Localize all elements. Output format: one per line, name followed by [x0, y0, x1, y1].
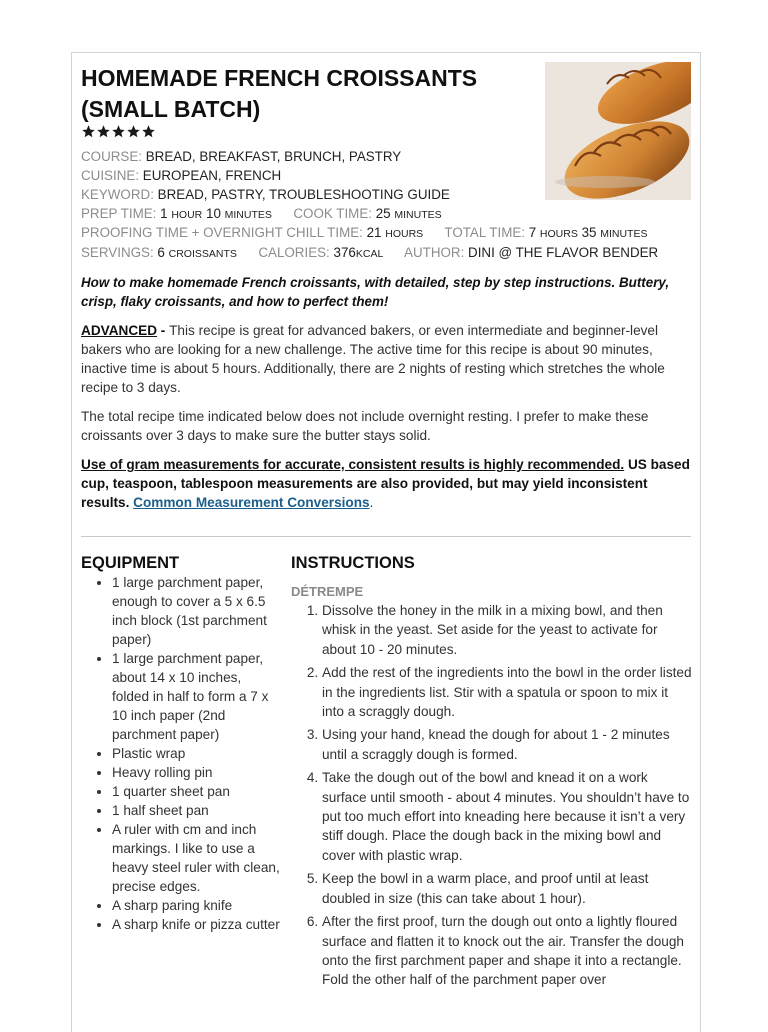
section-divider — [81, 536, 691, 537]
total-hours: 7 — [528, 225, 537, 240]
author-value: DINI @ THE FLAVOR BENDER — [468, 245, 659, 260]
title-line-2: (SMALL BATCH) — [81, 96, 261, 122]
course-value: BREAD, BREAKFAST, BRUNCH, PASTRY — [145, 149, 402, 164]
proof-time-label: PROOFING TIME + OVERNIGHT CHILL TIME: — [81, 225, 363, 240]
total-minutes: 35 — [581, 225, 597, 240]
proof-total-row — [81, 223, 691, 244]
keyword-value: BREAD, PASTRY, TROUBLESHOOTING GUIDE — [157, 187, 450, 202]
advanced-label: ADVANCED — [81, 323, 158, 338]
rating-stars[interactable] — [81, 124, 156, 140]
star-icon[interactable] — [81, 124, 96, 139]
author-label: AUTHOR: — [404, 245, 465, 260]
star-icon[interactable] — [111, 124, 126, 139]
list-item: • A ruler with cm and inch markings. I like to use a heavy steel ruler with clean, precise edges. — [112, 820, 281, 896]
measurement-note-end: . — [369, 495, 374, 510]
instructions-heading: INSTRUCTIONS — [291, 554, 415, 572]
total-minutes-unit: MINUTES — [600, 228, 648, 240]
cuisine-label: CUISINE: — [81, 168, 140, 183]
star-icon[interactable] — [141, 124, 156, 139]
calories-label: CALORIES: — [258, 245, 330, 260]
prep-hours: 1 — [160, 206, 168, 221]
calories-value: 376 — [333, 245, 356, 260]
instructions-list — [291, 601, 693, 994]
measurement-note — [81, 455, 691, 512]
cook-time-label: COOK TIME: — [293, 206, 372, 221]
time-row — [81, 204, 691, 225]
star-icon[interactable] — [126, 124, 141, 139]
star-icon[interactable] — [96, 124, 111, 139]
instruction-step: 3. Using your hand, knead the dough for about 1 - 2 minutes until a scraggly dough is formed. — [322, 725, 693, 764]
list-item: • 1 large parchment paper, about 14 x 10 inches, folded in half to form a 7 x 10 inch paper (2nd parchment paper) — [112, 649, 281, 744]
prep-minutes-unit: MINUTES — [224, 209, 272, 221]
recipe-summary: How to make homemade French croissants, with detailed, step by step instructions. Buttery, crisp, flaky croissants, and how to perfect them! — [81, 275, 670, 309]
advanced-dash: - — [157, 323, 170, 338]
instruction-step: 2. Add the rest of the ingredients into the bowl in the order listed in the ingredients list. Stir with a spatula or spoon to mix it into a scraggly dough. — [322, 663, 693, 721]
keyword-label: KEYWORD: — [81, 187, 154, 202]
servings-unit: CROISSANTS — [168, 248, 237, 260]
measurement-note-underlined: Use of gram measurements for accurate, consistent results is highly recommended. — [81, 457, 625, 472]
proof-hours: 21 — [366, 225, 382, 240]
list-item: • 1 large parchment paper, enough to cover a 5 x 6.5 inch block (1st parchment paper) — [112, 573, 281, 649]
keyword-row — [81, 185, 691, 204]
equipment-heading: EQUIPMENT — [81, 554, 180, 572]
total-time-label: TOTAL TIME: — [444, 225, 525, 240]
servings-value[interactable]: 6 — [157, 245, 165, 260]
total-hours-unit: HOURS — [539, 228, 578, 240]
instruction-step: 4. Take the dough out of the bowl and knead it on a work surface until smooth - about 4 minutes. You shouldn’t have to put too much effort into kneading here because it isn’t a very stiff dough. Place the dough back in the mixing bowl and cover with plastic wrap. — [322, 768, 693, 865]
advanced-text: This recipe is great for advanced bakers, or even intermediate and beginner-level bakers who are looking for a new challenge. The active time for this recipe is about 90 minutes, inactive time is about 5 hours. Additionally, there are 2 nights of resting which stretches the whole recipe to 3 days. — [81, 323, 665, 395]
measurement-conversions-link[interactable]: Common Measurement Conversions — [133, 495, 370, 510]
list-item: • A sharp knife or pizza cutter — [112, 915, 281, 934]
detrempe-subheading: DÉTREMPE — [291, 584, 364, 599]
list-item: • Plastic wrap — [112, 744, 281, 763]
list-item: • A sharp paring knife — [112, 896, 281, 915]
title-line-1: HOMEMADE FRENCH CROISSANTS — [81, 65, 478, 91]
servings-label: SERVINGS: — [81, 245, 154, 260]
proof-hours-unit: HOURS — [385, 228, 424, 240]
prep-minutes: 10 — [206, 206, 221, 221]
measurement-note-rest: US based cup, teaspoon, tablespoon measurements are also provided, but may yield inconsistent results. — [81, 457, 690, 510]
instruction-step: 5. Keep the bowl in a warm place, and proof until at least doubled in size (this can take about 1 hour). — [322, 869, 693, 908]
cook-minutes: 25 — [375, 206, 391, 221]
cuisine-value: EUROPEAN, FRENCH — [142, 168, 282, 183]
instruction-step: 1. Dissolve the honey in the milk in a mixing bowl, and then whisk in the yeast. Set aside for the yeast to activate for about 10 - 20 minutes. — [322, 601, 693, 659]
cuisine-row — [81, 166, 691, 185]
total-time-note: The total recipe time indicated below does not include overnight resting. I prefer to make these croissants over 3 days to make sure the butter stays solid. — [81, 409, 649, 443]
list-item: • 1 half sheet pan — [112, 801, 281, 820]
equipment-list — [81, 573, 281, 934]
recipe-card — [71, 52, 701, 1032]
servings-row — [81, 243, 691, 264]
prep-hours-unit: HOUR — [171, 209, 203, 221]
recipe-title — [81, 63, 531, 125]
calories-unit: KCAL — [355, 248, 384, 260]
list-item: • Heavy rolling pin — [112, 763, 281, 782]
instruction-step: 6. After the first proof, turn the dough out onto a lightly floured surface and flatten it to knock out the air. Transfer the dough onto the first parchment paper and shape it into a rectangle. Fold the other half of the parchment paper over — [322, 912, 693, 990]
list-item: • 1 quarter sheet pan — [112, 782, 281, 801]
prep-time-label: PREP TIME: — [81, 206, 157, 221]
advanced-note — [81, 321, 691, 397]
course-row — [81, 147, 691, 166]
cook-minutes-unit: MINUTES — [394, 209, 442, 221]
course-label: COURSE: — [81, 149, 143, 164]
